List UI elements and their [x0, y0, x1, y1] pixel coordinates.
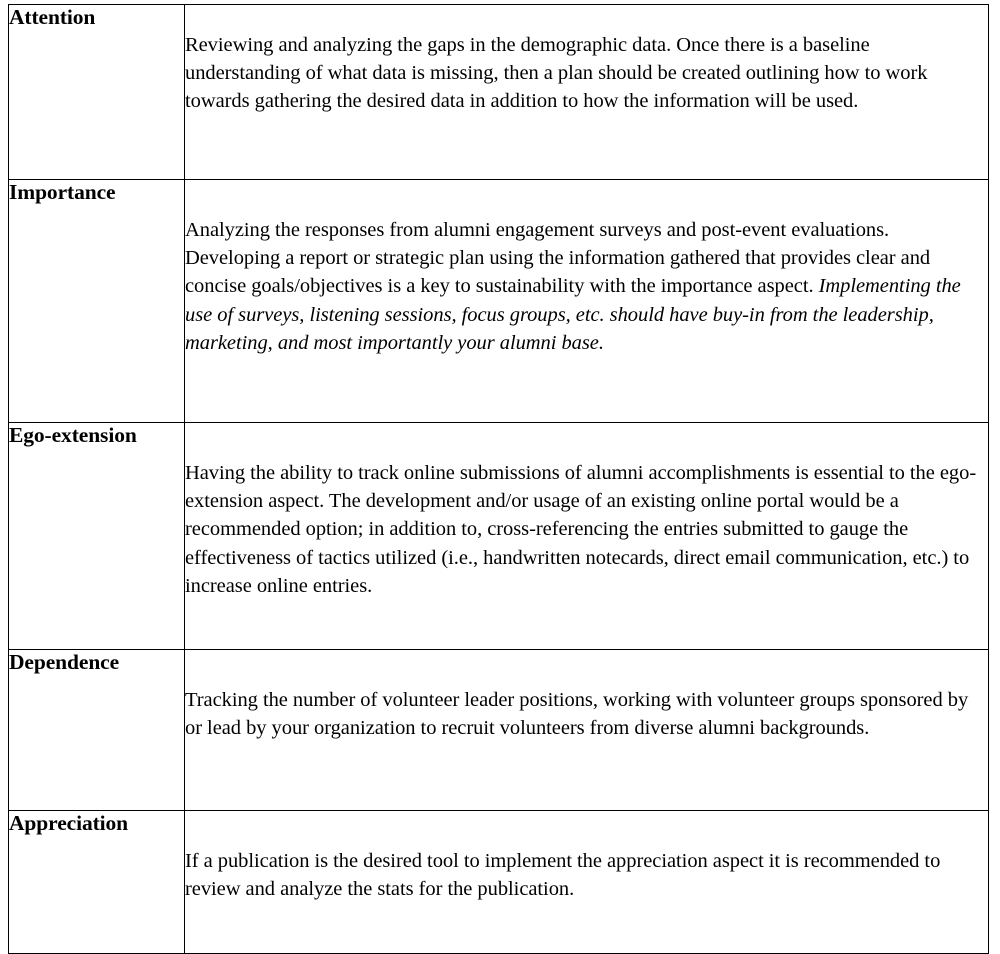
table-body: [9, 5, 989, 954]
row-body-cell-dependence: [185, 650, 989, 811]
table-row: [9, 811, 989, 954]
row-body-attention: [185, 31, 988, 116]
row-body-appreciation: [185, 847, 988, 903]
table-row: [9, 423, 989, 650]
table-row: [9, 180, 989, 423]
row-label-cell-dependence: [9, 650, 185, 811]
body-text-segment: Reviewing and analyzing the gaps in the demographic data. Once there is a baseline understanding of what data is missing, then a plan should be created outlining how to work towards gathering the desired data in addition to how the information will be used.: [185, 34, 928, 113]
row-label-appreciation: Appreciation: [9, 811, 129, 835]
row-body-cell-ego-extension: [185, 423, 989, 650]
row-label-cell-appreciation: [9, 811, 185, 954]
table-row: [9, 5, 989, 180]
row-label-ego-extension: Ego-extension: [9, 423, 137, 447]
body-text-segment-italic: Implementing the use of surveys, listening sessions, focus groups, etc. should have buy-in from the leadership, marketing, and most importantly your alumni base.: [185, 275, 961, 354]
body-text-segment: Analyzing the responses from alumni engagement surveys and post-event evaluations. Developing a report or strategic plan using the information gathered that provides clear and concise goals/objectives is a key to sustainability with the importance aspect.: [185, 219, 931, 298]
row-label-cell-importance: [9, 180, 185, 423]
row-body-ego-extension: [185, 459, 988, 600]
row-label-dependence: Dependence: [9, 650, 120, 674]
body-text-segment: Tracking the number of volunteer leader positions, working with volunteer groups sponsored by or lead by your organization to recruit volunteers from diverse alumni backgrounds.: [185, 689, 969, 740]
row-label-importance: Importance: [9, 180, 116, 204]
row-label-cell-ego-extension: [9, 423, 185, 650]
row-label-cell-attention: [9, 5, 185, 180]
table-row: [9, 650, 989, 811]
row-body-dependence: [185, 686, 988, 742]
body-text-segment: If a publication is the desired tool to implement the appreciation aspect it is recommended to review and analyze the stats for the publication.: [185, 850, 941, 901]
row-body-importance: [185, 216, 988, 357]
row-body-cell-attention: [185, 5, 989, 180]
row-body-cell-appreciation: [185, 811, 989, 954]
body-text-segment: Having the ability to track online submissions of alumni accomplishments is essential to the ego-extension aspect. The development and/or usage of an existing online portal would be a recommended option; in addition to, cross-referencing the entries submitted to gauge the effectiveness of tactics utilized (i.e., handwritten notecards, direct email communication, etc.) to increase online entries.: [185, 462, 977, 597]
row-label-attention: Attention: [9, 5, 96, 29]
aspect-table: [8, 4, 989, 954]
row-body-cell-importance: [185, 180, 989, 423]
